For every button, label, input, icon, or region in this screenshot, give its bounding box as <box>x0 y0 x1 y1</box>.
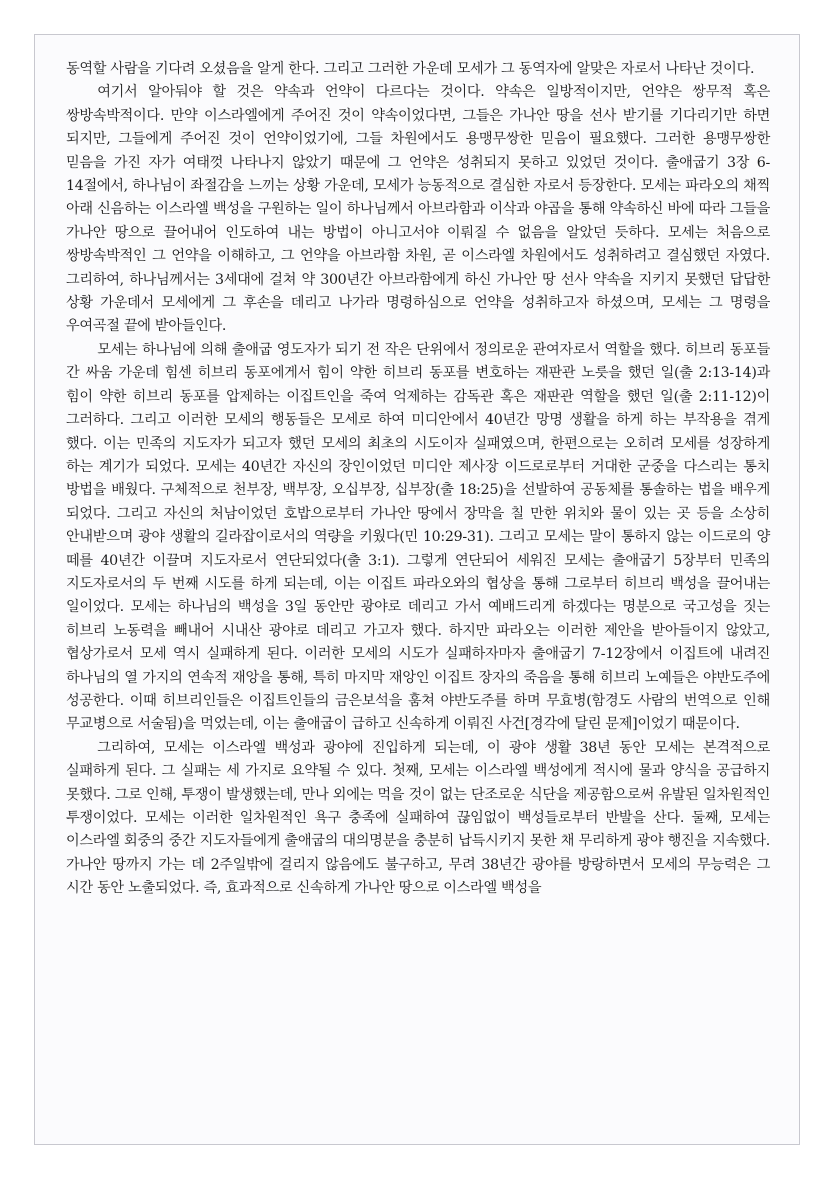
document-body <box>66 58 770 901</box>
paragraph-1: 동역할 사람을 기다려 오셨음을 알게 한다. 그리고 그러한 가운데 모세가 그 동역자에 알맞은 자로서 나타난 것이다. <box>66 61 755 77</box>
paragraph-3: 모세는 하나님에 의해 출애굽 영도자가 되기 전 작은 단위에서 정의로운 관여자로서 역할을 했다. 히브리 동포들 간 싸움 가운데 힘센 히브리 동포에게서 힘이 약한 히브리 동포를 변호하는 재판관 노릇을 했던 일(출 2:13-14)과 힘이 약한 히브리 동포를 압제하는 이집트인을 죽여 억제하는 감독관 혹은 재판관 역할을 했던 일(출 2:11-12)이 그러하다. 그리고 이러한 모세의 행동들은 모세로 하여 미디안에서 40년간 망명 생활을 하게 하는 부작용을 겪게 했다. 이는 민족의 지도자가 되고자 했던 모세의 최초의 시도이자 실패였으며, 한편으로는 오히려 모세를 성장하게 하는 계기가 되었다. 모세는 40년간 자신의 장인이었던 미디안 제사장 이드로로부터 거대한 군중을 다스리는 통치 방법을 배웠다. 구체적으로 천부장, 백부장, 오십부장, 십부장(출 18:25)을 선발하여 공동체를 통솔하는 법을 배우게 되었다. 그리고 자신의 처남이었던 호밥으로부터 가나안 땅에서 장막을 칠 만한 위치와 물이 있는 곳 등을 소상히 안내받으며 광야 생활의 길라잡이로서의 역량을 키웠다(민 10:29-31). 그리고 모세는 말이 통하지 않는 이드로의 양 떼를 40년간 이끌며 지도자로서 연단되었다(출 3:1). 그렇게 연단되어 세워진 모세는 출애굽기 5장부터 민족의 지도자로서의 두 번째 시도를 하게 되는데, 이는 이집트 파라오와의 협상을 통해 그로부터 히브리 백성을 끌어내는 일이었다. 모세는 하나님의 백성을 3일 동안만 광야로 데리고 가서 예배드리게 하겠다는 명분으로 국고성을 짓는 히브리 노동력을 빼내어 시내산 광야로 데리고 가고자 했다. 하지만 파라오는 이러한 제안을 받아들이지 않았고, 협상가로서 모세 역시 실패하게 된다. 이러한 모세의 시도가 실패하자마자 출애굽기 7-12장에서 이집트에 내려진 하나님의 열 가지의 연속적 재앙을 통해, 특히 마지막 재앙인 이집트 장자의 죽음을 통해 히브리 노예들은 야반도주에 성공한다. 이때 히브리인들은 이집트인들의 금은보석을 훔쳐 야반도주를 하며 무효병(함경도 사람의 번역으로 인해 무교병으로 서술됨)을 먹었는데, 이는 출애굽이 급하고 신속하게 이뤄진 사건[경각에 달린 문제]이었기 때문이다. <box>66 341 770 733</box>
paragraph-2: 여기서 알아둬야 할 것은 약속과 언약이 다르다는 것이다. 약속은 일방적이지만, 언약은 쌍무적 혹은 쌍방속박적이다. 만약 이스라엘에게 주어진 것이 약속이었다면, 그들은 가나안 땅을 선사 받기를 기다리기만 하면 되지만, 그들에게 주어진 것이 언약이었기에, 그들 차원에서도 용맹무쌍한 믿음이 필요했다. 그러한 용맹무쌍한 믿음을 가진 자가 여태껏 나타나지 않았기 때문에 그 언약은 성취되지 못하고 있었던 것이다. 출애굽기 3장 6-14절에서, 하나님이 좌절감을 느끼는 상황 가운데, 모세가 능동적으로 결심한 자로서 등장한다. 모세는 파라오의 채찍 아래 신음하는 이스라엘 백성을 구원하는 일이 하나님께서 아브라함과 이삭과 야곱을 통해 약속하신 바에 따라 그들을 가나안 땅으로 끌어내어 인도하여 내는 방법이 아니고서야 이뤄질 수 없음을 알았던 듯하다. 모세는 처음으로 쌍방속박적인 그 언약을 이해하고, 그 언약을 아브라함 차원, 곧 이스라엘 차원에서도 성취하려고 결심했던 자였다. 그리하여, 하나님께서는 3세대에 걸쳐 약 300년간 아브라함에게 하신 가나안 땅 선사 약속을 지키지 못했던 답답한 상황 가운데서 모세에게 그 후손을 데리고 나가라 명령하심으로 언약을 성취하고자 하셨으며, 모세는 그 명령을 우여곡절 끝에 받아들인다. <box>66 84 771 335</box>
paragraph-4: 그리하여, 모세는 이스라엘 백성과 광야에 진입하게 되는데, 이 광야 생활 38년 동안 모세는 본격적으로 실패하게 된다. 그 실패는 세 가지로 요약될 수 있다. 첫째, 모세는 이스라엘 백성에게 적시에 물과 양식을 공급하지 못했다. 그로 인해, 투쟁이 발생했는데, 만나 외에는 먹을 것이 없는 단조로운 식단을 제공함으로써 유발된 일차원적인 투쟁이었다. 모세는 이러한 일차원적인 욕구 충족에 실패하여 끊임없이 백성들로부터 반발을 산다. 둘째, 모세는 이스라엘 회중의 중간 지도자들에게 출애굽의 대의명분을 충분히 납득시키지 못한 채 무리하게 광야 행진을 지속했다. 가나안 땅까지 가는 데 2주일밖에 걸리지 않음에도 불구하고, 무려 38년간 광야를 방랑하면서 모세의 무능력은 그 시간 동안 노출되었다. 즉, 효과적으로 신속하게 가나안 땅으로 이스라엘 백성을 <box>66 739 770 897</box>
